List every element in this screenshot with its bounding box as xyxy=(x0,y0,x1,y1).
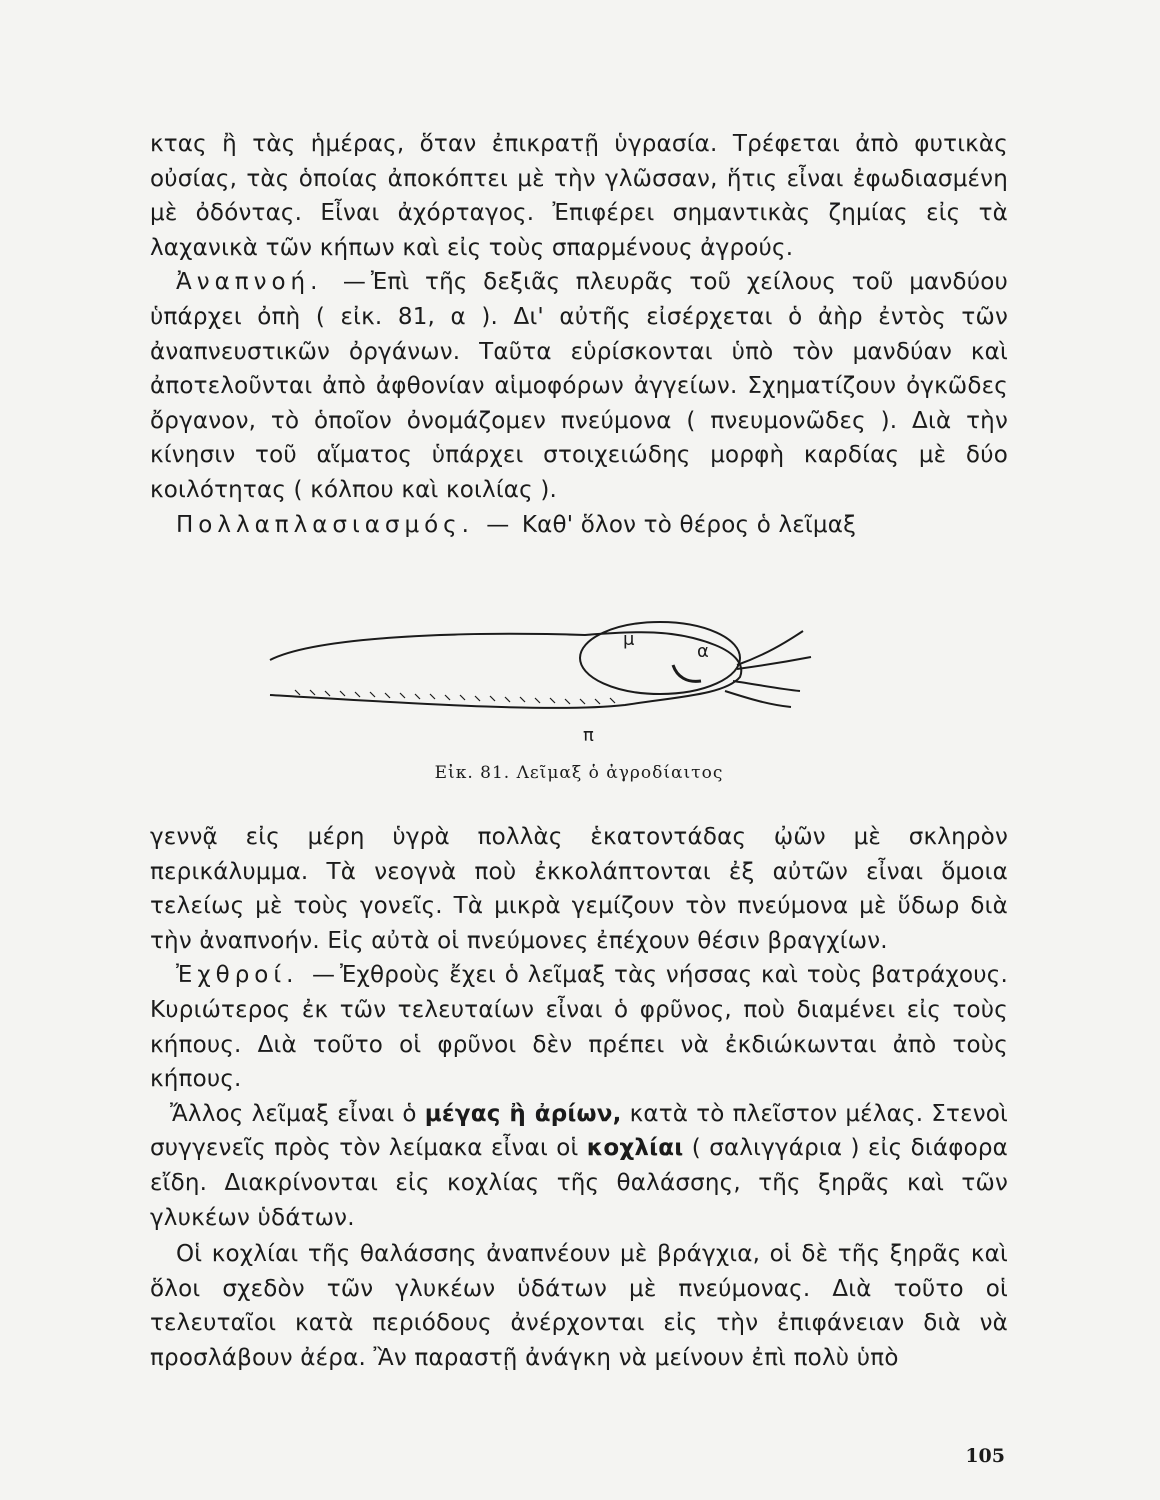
paragraph-continuation: γεννᾷ εἰς μέρη ὑγρὰ πολλὰς ἑκατοντάδας ᾠῶν μὲ σκληρὸν περικάλυμμα. Τὰ νεογνὰ ποὺ ἐκκολάπτονται ἐξ αὐτῶν εἶναι ὅμοια τελείως μὲ τοὺς γονεῖς. Τὰ μικρὰ γεμίζουν τὸν πνεύμονα μὲ ὕδωρ διὰ τὴν ἀναπνοήν. Εἰς αὐτὰ οἱ πνεύμονες ἐπέχουν θέσιν βραγχίων. xyxy=(150,824,1008,954)
breathing-opening xyxy=(673,665,701,681)
slug-body-outline xyxy=(270,632,741,708)
text-block-bottom xyxy=(150,1237,1008,1375)
tentacle-upper-2 xyxy=(737,657,811,669)
paragraph-intro: κτας ἢ τὰς ἡμέρας, ὅταν ἐπικρατῇ ὑγρασία. Τρέφεται ἀπὸ φυτικὰς οὐσίας, τὰς ὁποίας ἀποκόπτει μὲ τὴν γλῶσσαν, ἥτις εἶναι ἐφωδιασμένη μὲ ὀδόντας. Εἶναι ἀχόρταγος. Ἐπιφέρει σημαντικὰς ζημίας εἰς τὰ λαχανικὰ τῶν κήπων καὶ εἰς τοὺς σπαρμένους ἀγρούς. xyxy=(150,131,1008,261)
allos-part3: ( σαλιγγάρια ) εἰς διάφορα εἴδη. Διακρίνονται εἰς κοχλίας τῆς θαλάσσης, τῆς ξηρᾶς καὶ τῶν γλυκέων ὑδάτων. xyxy=(150,1135,1008,1231)
allos-bold1: μέγας ἢ ἀρίων, xyxy=(424,1100,622,1127)
page-number: 105 xyxy=(965,1445,1005,1467)
heading-pollaplasiasmos: Πολλαπλασιασμός. — xyxy=(176,511,515,538)
allos-part2: κατὰ τὸ πλεῖστον μέλας. Στενοὶ συγγενεῖς πρὸς τὸν λείμακα εἶναι οἱ xyxy=(150,1100,1008,1162)
figure-caption: Εἰκ. 81. Λεῖμαξ ὁ ἀγροδίαιτος xyxy=(434,763,724,783)
tentacle-lower xyxy=(733,681,800,691)
label-mantle: μ xyxy=(623,629,635,650)
paragraph-echthroi xyxy=(150,958,1008,1096)
pollaplasiasmos-text: Καθ' ὅλον τὸ θέρος ὁ λεῖμαξ xyxy=(521,511,857,538)
anapnoi-text: Ἐπὶ τῆς δεξιᾶς πλευρᾶς τοῦ χείλους τοῦ μανδύου ὑπάρχει ὀπὴ ( εἰκ. 81, α ). Δι' αὐτῆς εἰσέρχεται ὁ ἀὴρ ἐντὸς τῶν ἀναπνευστικῶν ὀργάνων. Ταῦτα εὑρίσκονται ὑπὸ τὸν μανδύαν καὶ ἀποτελοῦνται ἀπὸ ἀφθονίαν αἱμοφόρων ἀγγείων. Σχηματίζουν ὀγκῶδες ὄργανον, τὸ ὁποῖον ὀνομάζομεν πνεύμονα ( πνευμονῶδες ). Διὰ τὴν κίνησιν τοῦ αἵματος ὑπάρχει στοιχειώδης μορφὴ καρδίας μὲ δύο κοιλότητας ( κόλπου καὶ κοιλίας ). xyxy=(150,269,1008,503)
text-block-top xyxy=(150,127,1008,542)
tentacle-lower-2 xyxy=(725,691,791,707)
heading-echthroi: Ἐχθροί. — xyxy=(176,962,340,989)
label-opening: α xyxy=(697,641,709,662)
paragraph-allos xyxy=(150,1097,1008,1235)
text-block-middle xyxy=(150,820,1008,1235)
paragraph-kochliai: Οἱ κοχλίαι τῆς θαλάσσης ἀναπνέουν μὲ βράγχια, οἱ δὲ τῆς ξηρᾶς καὶ ὅλοι σχεδὸν τῶν γλυκέων ὑδάτων μὲ πνεύμονας. Διὰ τοῦτο οἱ τελευταῖοι κατὰ περιόδους ἀνέρχονται εἰς τὴν ἐπιφάνειαν διὰ νὰ προσλάβουν ἀέρα. Ἂν παραστῇ ἀνάγκη νὰ μείνουν ἐπὶ πολὺ ὑπὸ xyxy=(150,1241,1008,1371)
echthroi-text: Ἐχθροὺς ἔχει ὁ λεῖμαξ τὰς νήσσας καὶ τοὺς βατράχους. Κυριώτερος ἐκ τῶν τελευταίων εἶναι ὁ φρῦνος, ποὺ διαμένει εἰς τοὺς κήπους. Διὰ τοῦτο οἱ φρῦνοι δὲν πρέπει νὰ ἐκδιώκωνται ἀπὸ τοὺς κήπους. xyxy=(150,962,1008,1093)
paragraph-pollaplasiasmos xyxy=(150,508,1008,543)
label-foot: π xyxy=(583,725,594,746)
heading-anapnoi: Ἀναπνοή. — xyxy=(176,269,371,296)
allos-bold2: κοχλίαι xyxy=(586,1135,684,1162)
allos-part1: Ἄλλος λεῖμαξ εἶναι ὁ xyxy=(170,1100,417,1127)
paragraph-anapnoi xyxy=(150,265,1008,507)
